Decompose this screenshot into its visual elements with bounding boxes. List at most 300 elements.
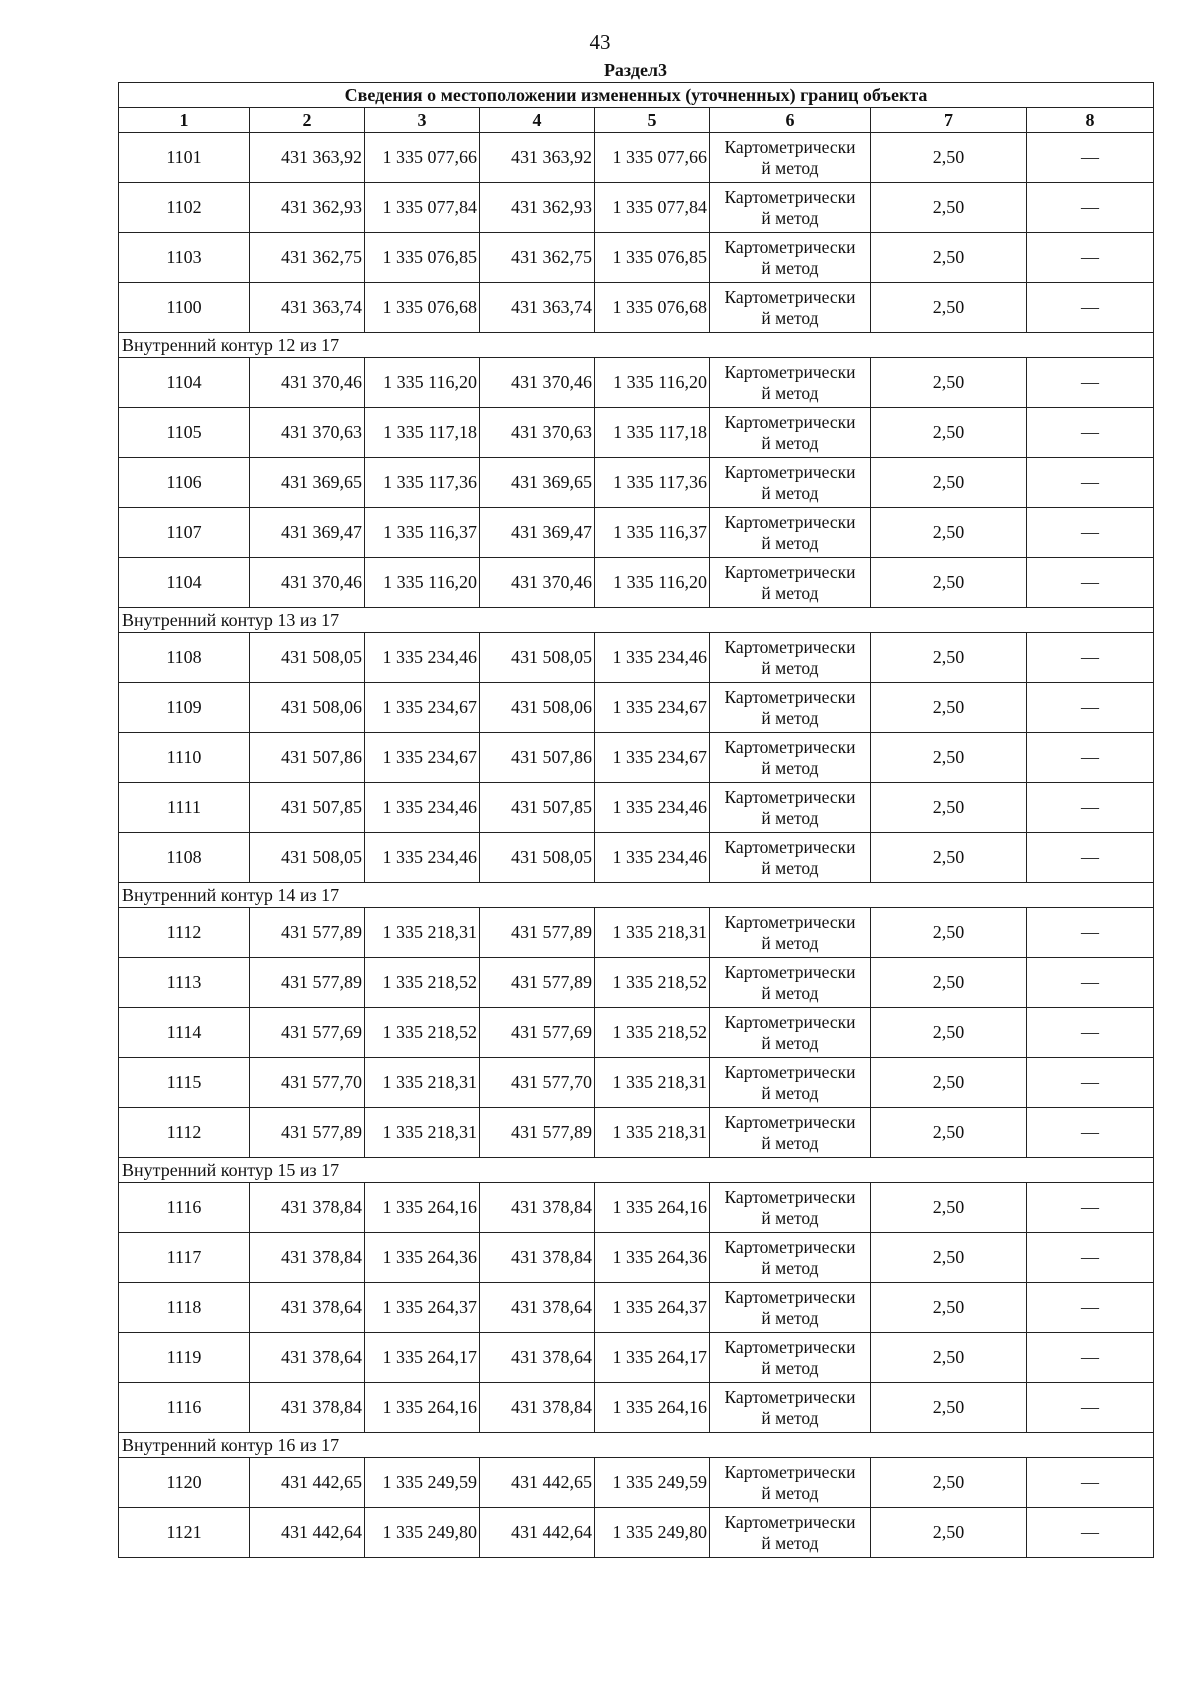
- table-row: [119, 683, 1154, 733]
- point-id-cell: 1116: [119, 1183, 250, 1233]
- table-row: [119, 958, 1154, 1008]
- table-row: [119, 183, 1154, 233]
- method-cell: [710, 358, 871, 408]
- contour-label: Внутренний контур 12 из 17: [119, 333, 1154, 358]
- accuracy-cell: 2,50: [871, 283, 1027, 333]
- point-id-cell: 1117: [119, 1233, 250, 1283]
- table-body: [119, 83, 1154, 1558]
- y-coordinate-cell: 1 335 218,52: [365, 958, 480, 1008]
- y-coordinate-cell: 1 335 264,37: [365, 1283, 480, 1333]
- y-coordinate-cell: 1 335 218,31: [595, 1108, 710, 1158]
- method-text-line1: Картометрически: [724, 1011, 856, 1032]
- y-coordinate-cell: 1 335 076,68: [365, 283, 480, 333]
- method-text-line1: Картометрически: [724, 411, 856, 432]
- method-text-line2: й метод: [761, 532, 819, 553]
- x-coordinate-cell: 431 370,63: [250, 408, 365, 458]
- accuracy-cell: 2,50: [871, 508, 1027, 558]
- contour-header-row: [119, 333, 1154, 358]
- method-cell: [710, 458, 871, 508]
- contour-header-row: [119, 608, 1154, 633]
- y-coordinate-cell: 1 335 218,52: [595, 1008, 710, 1058]
- accuracy-cell: 2,50: [871, 683, 1027, 733]
- document-sheet: [118, 58, 1153, 1558]
- point-id-cell: 1108: [119, 833, 250, 883]
- point-id-cell: 1107: [119, 508, 250, 558]
- method-text-line2: й метод: [761, 982, 819, 1003]
- y-coordinate-cell: 1 335 234,67: [365, 683, 480, 733]
- y-coordinate-cell: 1 335 234,46: [595, 783, 710, 833]
- x-coordinate-cell: 431 442,64: [480, 1508, 595, 1558]
- table-row: [119, 1058, 1154, 1108]
- description-cell: —: [1027, 508, 1154, 558]
- method-text-line2: й метод: [761, 657, 819, 678]
- accuracy-cell: 2,50: [871, 1008, 1027, 1058]
- y-coordinate-cell: 1 335 116,20: [365, 558, 480, 608]
- description-cell: —: [1027, 558, 1154, 608]
- point-id-cell: 1111: [119, 783, 250, 833]
- description-cell: —: [1027, 1058, 1154, 1108]
- method-text-line2: й метод: [761, 207, 819, 228]
- method-cell: [710, 1183, 871, 1233]
- table-row: [119, 1008, 1154, 1058]
- method-cell: [710, 1008, 871, 1058]
- method-text-line2: й метод: [761, 157, 819, 178]
- column-header: 5: [595, 108, 710, 133]
- description-cell: —: [1027, 1383, 1154, 1433]
- x-coordinate-cell: 431 369,47: [250, 508, 365, 558]
- y-coordinate-cell: 1 335 076,85: [365, 233, 480, 283]
- y-coordinate-cell: 1 335 218,31: [595, 908, 710, 958]
- table-row: [119, 908, 1154, 958]
- method-cell: [710, 1383, 871, 1433]
- y-coordinate-cell: 1 335 264,17: [595, 1333, 710, 1383]
- method-text-line2: й метод: [761, 1357, 819, 1378]
- y-coordinate-cell: 1 335 234,46: [365, 833, 480, 883]
- description-cell: —: [1027, 633, 1154, 683]
- x-coordinate-cell: 431 378,64: [250, 1333, 365, 1383]
- method-cell: [710, 833, 871, 883]
- method-cell: [710, 508, 871, 558]
- method-cell: [710, 1283, 871, 1333]
- x-coordinate-cell: 431 362,93: [480, 183, 595, 233]
- y-coordinate-cell: 1 335 218,31: [365, 1058, 480, 1108]
- description-cell: —: [1027, 683, 1154, 733]
- x-coordinate-cell: 431 577,70: [480, 1058, 595, 1108]
- contour-header-row: [119, 1433, 1154, 1458]
- method-text-line1: Картометрически: [724, 1236, 856, 1257]
- accuracy-cell: 2,50: [871, 358, 1027, 408]
- point-id-cell: 1115: [119, 1058, 250, 1108]
- x-coordinate-cell: 431 442,64: [250, 1508, 365, 1558]
- method-text-line1: Картометрически: [724, 1386, 856, 1407]
- x-coordinate-cell: 431 508,05: [480, 633, 595, 683]
- y-coordinate-cell: 1 335 076,85: [595, 233, 710, 283]
- column-header: 6: [710, 108, 871, 133]
- description-cell: —: [1027, 1508, 1154, 1558]
- x-coordinate-cell: 431 362,75: [480, 233, 595, 283]
- accuracy-cell: 2,50: [871, 1508, 1027, 1558]
- contour-label: Внутренний контур 15 из 17: [119, 1158, 1154, 1183]
- x-coordinate-cell: 431 577,89: [480, 958, 595, 1008]
- table-caption-row: [119, 83, 1154, 108]
- method-text-line2: й метод: [761, 307, 819, 328]
- point-id-cell: 1112: [119, 1108, 250, 1158]
- y-coordinate-cell: 1 335 116,37: [595, 508, 710, 558]
- accuracy-cell: 2,50: [871, 833, 1027, 883]
- x-coordinate-cell: 431 577,69: [480, 1008, 595, 1058]
- accuracy-cell: 2,50: [871, 1458, 1027, 1508]
- table-row: [119, 833, 1154, 883]
- method-cell: [710, 233, 871, 283]
- method-cell: [710, 683, 871, 733]
- accuracy-cell: 2,50: [871, 233, 1027, 283]
- x-coordinate-cell: 431 369,47: [480, 508, 595, 558]
- method-cell: [710, 183, 871, 233]
- contour-label: Внутренний контур 16 из 17: [119, 1433, 1154, 1458]
- description-cell: —: [1027, 1108, 1154, 1158]
- x-coordinate-cell: 431 378,84: [250, 1233, 365, 1283]
- method-text-line2: й метод: [761, 582, 819, 603]
- x-coordinate-cell: 431 370,46: [250, 358, 365, 408]
- method-text-line2: й метод: [761, 1082, 819, 1103]
- accuracy-cell: 2,50: [871, 458, 1027, 508]
- y-coordinate-cell: 1 335 234,46: [365, 633, 480, 683]
- y-coordinate-cell: 1 335 218,31: [365, 1108, 480, 1158]
- method-cell: [710, 408, 871, 458]
- method-text-line1: Картометрически: [724, 511, 856, 532]
- y-coordinate-cell: 1 335 116,20: [595, 358, 710, 408]
- accuracy-cell: 2,50: [871, 733, 1027, 783]
- method-cell: [710, 1458, 871, 1508]
- accuracy-cell: 2,50: [871, 1108, 1027, 1158]
- x-coordinate-cell: 431 369,65: [250, 458, 365, 508]
- method-cell: [710, 633, 871, 683]
- contour-header-row: [119, 1158, 1154, 1183]
- y-coordinate-cell: 1 335 234,67: [595, 733, 710, 783]
- table-row: [119, 408, 1154, 458]
- description-cell: —: [1027, 233, 1154, 283]
- x-coordinate-cell: 431 378,84: [250, 1183, 365, 1233]
- table-row: [119, 1458, 1154, 1508]
- y-coordinate-cell: 1 335 264,37: [595, 1283, 710, 1333]
- point-id-cell: 1104: [119, 358, 250, 408]
- y-coordinate-cell: 1 335 234,46: [365, 783, 480, 833]
- method-cell: [710, 1333, 871, 1383]
- point-id-cell: 1116: [119, 1383, 250, 1433]
- accuracy-cell: 2,50: [871, 908, 1027, 958]
- method-text-line2: й метод: [761, 807, 819, 828]
- table-row: [119, 783, 1154, 833]
- method-text-line2: й метод: [761, 1407, 819, 1428]
- method-cell: [710, 283, 871, 333]
- table-row: [119, 1508, 1154, 1558]
- y-coordinate-cell: 1 335 117,36: [365, 458, 480, 508]
- x-coordinate-cell: 431 363,74: [480, 283, 595, 333]
- column-header: 2: [250, 108, 365, 133]
- method-text-line2: й метод: [761, 1132, 819, 1153]
- method-text-line2: й метод: [761, 1532, 819, 1553]
- x-coordinate-cell: 431 363,92: [250, 133, 365, 183]
- method-cell: [710, 133, 871, 183]
- section-title: Раздел3: [603, 60, 668, 80]
- y-coordinate-cell: 1 335 249,59: [365, 1458, 480, 1508]
- point-id-cell: 1110: [119, 733, 250, 783]
- description-cell: —: [1027, 358, 1154, 408]
- description-cell: —: [1027, 833, 1154, 883]
- y-coordinate-cell: 1 335 218,31: [595, 1058, 710, 1108]
- table-row: [119, 508, 1154, 558]
- method-cell: [710, 908, 871, 958]
- description-cell: —: [1027, 1333, 1154, 1383]
- x-coordinate-cell: 431 369,65: [480, 458, 595, 508]
- method-text-line1: Картометрически: [724, 136, 856, 157]
- column-header-row: [119, 108, 1154, 133]
- method-text-line2: й метод: [761, 257, 819, 278]
- table-row: [119, 358, 1154, 408]
- x-coordinate-cell: 431 378,84: [480, 1233, 595, 1283]
- method-text-line1: Картометрически: [724, 736, 856, 757]
- x-coordinate-cell: 431 442,65: [480, 1458, 595, 1508]
- x-coordinate-cell: 431 362,75: [250, 233, 365, 283]
- method-text-line1: Картометрически: [724, 561, 856, 582]
- point-id-cell: 1114: [119, 1008, 250, 1058]
- method-text-line2: й метод: [761, 1032, 819, 1053]
- accuracy-cell: 2,50: [871, 1058, 1027, 1108]
- y-coordinate-cell: 1 335 264,16: [595, 1383, 710, 1433]
- y-coordinate-cell: 1 335 077,66: [595, 133, 710, 183]
- point-id-cell: 1104: [119, 558, 250, 608]
- y-coordinate-cell: 1 335 249,80: [365, 1508, 480, 1558]
- method-text-line1: Картометрически: [724, 186, 856, 207]
- description-cell: —: [1027, 408, 1154, 458]
- column-header: 1: [119, 108, 250, 133]
- x-coordinate-cell: 431 507,85: [480, 783, 595, 833]
- x-coordinate-cell: 431 370,63: [480, 408, 595, 458]
- table-row: [119, 1233, 1154, 1283]
- x-coordinate-cell: 431 442,65: [250, 1458, 365, 1508]
- table-row: [119, 1383, 1154, 1433]
- description-cell: —: [1027, 283, 1154, 333]
- description-cell: —: [1027, 783, 1154, 833]
- accuracy-cell: 2,50: [871, 408, 1027, 458]
- y-coordinate-cell: 1 335 076,68: [595, 283, 710, 333]
- y-coordinate-cell: 1 335 234,67: [595, 683, 710, 733]
- description-cell: —: [1027, 908, 1154, 958]
- point-id-cell: 1103: [119, 233, 250, 283]
- point-id-cell: 1106: [119, 458, 250, 508]
- x-coordinate-cell: 431 507,85: [250, 783, 365, 833]
- point-id-cell: 1112: [119, 908, 250, 958]
- x-coordinate-cell: 431 378,64: [480, 1283, 595, 1333]
- x-coordinate-cell: 431 508,05: [250, 633, 365, 683]
- method-cell: [710, 783, 871, 833]
- description-cell: —: [1027, 733, 1154, 783]
- y-coordinate-cell: 1 335 218,52: [365, 1008, 480, 1058]
- column-header: 4: [480, 108, 595, 133]
- description-cell: —: [1027, 1183, 1154, 1233]
- x-coordinate-cell: 431 363,92: [480, 133, 595, 183]
- table-row: [119, 633, 1154, 683]
- method-text-line1: Картометрически: [724, 1111, 856, 1132]
- table-row: [119, 1183, 1154, 1233]
- method-cell: [710, 558, 871, 608]
- method-text-line1: Картометрически: [724, 1336, 856, 1357]
- accuracy-cell: 2,50: [871, 1283, 1027, 1333]
- method-text-line1: Картометрически: [724, 1286, 856, 1307]
- column-header: 3: [365, 108, 480, 133]
- method-text-line2: й метод: [761, 707, 819, 728]
- table-row: [119, 458, 1154, 508]
- method-text-line1: Картометрически: [724, 1511, 856, 1532]
- x-coordinate-cell: 431 370,46: [250, 558, 365, 608]
- method-text-line1: Картометрически: [724, 636, 856, 657]
- method-text-line1: Картометрически: [724, 686, 856, 707]
- y-coordinate-cell: 1 335 249,80: [595, 1508, 710, 1558]
- y-coordinate-cell: 1 335 264,17: [365, 1333, 480, 1383]
- column-header: 8: [1027, 108, 1154, 133]
- x-coordinate-cell: 431 378,64: [480, 1333, 595, 1383]
- x-coordinate-cell: 431 508,05: [480, 833, 595, 883]
- method-text-line2: й метод: [761, 1257, 819, 1278]
- y-coordinate-cell: 1 335 117,36: [595, 458, 710, 508]
- x-coordinate-cell: 431 370,46: [480, 358, 595, 408]
- page-number: 43: [589, 30, 611, 54]
- accuracy-cell: 2,50: [871, 133, 1027, 183]
- point-id-cell: 1108: [119, 633, 250, 683]
- accuracy-cell: 2,50: [871, 558, 1027, 608]
- method-cell: [710, 733, 871, 783]
- accuracy-cell: 2,50: [871, 783, 1027, 833]
- x-coordinate-cell: 431 507,86: [250, 733, 365, 783]
- method-text-line1: Картометрически: [724, 1186, 856, 1207]
- description-cell: —: [1027, 1458, 1154, 1508]
- method-text-line1: Картометрически: [724, 361, 856, 382]
- x-coordinate-cell: 431 508,06: [480, 683, 595, 733]
- method-text-line2: й метод: [761, 857, 819, 878]
- method-text-line1: Картометрически: [724, 1061, 856, 1082]
- table-row: [119, 1333, 1154, 1383]
- table-row: [119, 733, 1154, 783]
- method-text-line1: Картометрически: [724, 1461, 856, 1482]
- point-id-cell: 1109: [119, 683, 250, 733]
- y-coordinate-cell: 1 335 234,67: [365, 733, 480, 783]
- point-id-cell: 1119: [119, 1333, 250, 1383]
- method-text-line1: Картометрически: [724, 236, 856, 257]
- x-coordinate-cell: 431 508,06: [250, 683, 365, 733]
- method-text-line2: й метод: [761, 932, 819, 953]
- x-coordinate-cell: 431 577,89: [480, 908, 595, 958]
- column-header: 7: [871, 108, 1027, 133]
- x-coordinate-cell: 431 507,86: [480, 733, 595, 783]
- method-cell: [710, 1508, 871, 1558]
- x-coordinate-cell: 431 577,89: [250, 908, 365, 958]
- y-coordinate-cell: 1 335 264,16: [365, 1383, 480, 1433]
- method-text-line2: й метод: [761, 1207, 819, 1228]
- point-id-cell: 1121: [119, 1508, 250, 1558]
- point-id-cell: 1113: [119, 958, 250, 1008]
- y-coordinate-cell: 1 335 249,59: [595, 1458, 710, 1508]
- table-row: [119, 558, 1154, 608]
- point-id-cell: 1118: [119, 1283, 250, 1333]
- x-coordinate-cell: 431 378,84: [250, 1383, 365, 1433]
- description-cell: —: [1027, 1008, 1154, 1058]
- y-coordinate-cell: 1 335 264,36: [595, 1233, 710, 1283]
- y-coordinate-cell: 1 335 234,46: [595, 633, 710, 683]
- contour-header-row: [119, 883, 1154, 908]
- x-coordinate-cell: 431 577,69: [250, 1008, 365, 1058]
- description-cell: —: [1027, 133, 1154, 183]
- y-coordinate-cell: 1 335 077,66: [365, 133, 480, 183]
- method-text-line1: Картометрически: [724, 836, 856, 857]
- accuracy-cell: 2,50: [871, 633, 1027, 683]
- table-caption: Сведения о местоположении измененных (уточненных) границ объекта: [119, 83, 1154, 108]
- point-id-cell: 1102: [119, 183, 250, 233]
- x-coordinate-cell: 431 508,05: [250, 833, 365, 883]
- method-cell: [710, 958, 871, 1008]
- contour-label: Внутренний контур 14 из 17: [119, 883, 1154, 908]
- x-coordinate-cell: 431 577,89: [480, 1108, 595, 1158]
- table-row: [119, 1108, 1154, 1158]
- y-coordinate-cell: 1 335 117,18: [365, 408, 480, 458]
- accuracy-cell: 2,50: [871, 1383, 1027, 1433]
- x-coordinate-cell: 431 362,93: [250, 183, 365, 233]
- y-coordinate-cell: 1 335 077,84: [365, 183, 480, 233]
- method-text-line2: й метод: [761, 1482, 819, 1503]
- point-id-cell: 1100: [119, 283, 250, 333]
- table-row: [119, 133, 1154, 183]
- method-text-line1: Картометрически: [724, 786, 856, 807]
- method-text-line2: й метод: [761, 432, 819, 453]
- x-coordinate-cell: 431 370,46: [480, 558, 595, 608]
- x-coordinate-cell: 431 378,84: [480, 1383, 595, 1433]
- y-coordinate-cell: 1 335 116,37: [365, 508, 480, 558]
- description-cell: —: [1027, 958, 1154, 1008]
- y-coordinate-cell: 1 335 264,36: [365, 1233, 480, 1283]
- y-coordinate-cell: 1 335 117,18: [595, 408, 710, 458]
- x-coordinate-cell: 431 378,64: [250, 1283, 365, 1333]
- accuracy-cell: 2,50: [871, 958, 1027, 1008]
- point-id-cell: 1105: [119, 408, 250, 458]
- description-cell: —: [1027, 183, 1154, 233]
- accuracy-cell: 2,50: [871, 183, 1027, 233]
- description-cell: —: [1027, 458, 1154, 508]
- y-coordinate-cell: 1 335 218,52: [595, 958, 710, 1008]
- method-text-line2: й метод: [761, 382, 819, 403]
- x-coordinate-cell: 431 577,70: [250, 1058, 365, 1108]
- x-coordinate-cell: 431 577,89: [250, 1108, 365, 1158]
- point-id-cell: 1120: [119, 1458, 250, 1508]
- table-row: [119, 233, 1154, 283]
- coordinates-table: [118, 82, 1154, 1558]
- method-text-line1: Картометрически: [724, 911, 856, 932]
- y-coordinate-cell: 1 335 234,46: [595, 833, 710, 883]
- method-text-line2: й метод: [761, 1307, 819, 1328]
- method-text-line2: й метод: [761, 757, 819, 778]
- method-cell: [710, 1233, 871, 1283]
- method-text-line2: й метод: [761, 482, 819, 503]
- x-coordinate-cell: 431 577,89: [250, 958, 365, 1008]
- method-cell: [710, 1108, 871, 1158]
- method-text-line1: Картометрически: [724, 961, 856, 982]
- y-coordinate-cell: 1 335 264,16: [365, 1183, 480, 1233]
- description-cell: —: [1027, 1283, 1154, 1333]
- x-coordinate-cell: 431 378,84: [480, 1183, 595, 1233]
- y-coordinate-cell: 1 335 218,31: [365, 908, 480, 958]
- y-coordinate-cell: 1 335 077,84: [595, 183, 710, 233]
- method-cell: [710, 1058, 871, 1108]
- point-id-cell: 1101: [119, 133, 250, 183]
- method-text-line1: Картометрически: [724, 461, 856, 482]
